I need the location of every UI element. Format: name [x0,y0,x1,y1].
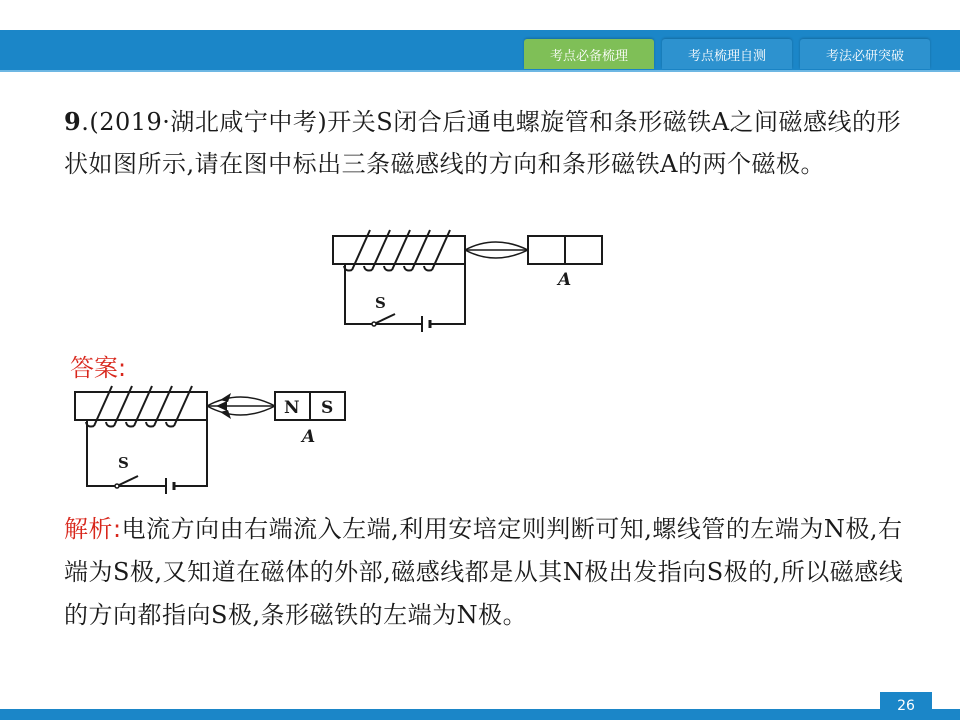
magnet-pole-n: N [284,398,300,418]
arrow-lower [220,410,231,419]
analysis-block [64,508,904,637]
tab-kaofa-biyan-tupo[interactable]: 考法必研突破 [800,39,930,69]
arrow-upper [220,393,231,402]
switch-pivot [372,322,376,326]
switch-lever [117,476,138,486]
header-divider [0,70,960,72]
switch-label: S [118,454,129,472]
field-lines [465,242,528,258]
circuit-wire [345,264,465,324]
question-body: 开关S闭合后通电螺旋管和条形磁铁A之间磁感线的形状如图所示,请在图中标出三条磁感线的方向和条形磁铁A的两个磁极。 [64,108,902,178]
switch-label: S [375,294,386,312]
magnet-label: A [302,427,316,447]
tab-kaodian-shuli-zice[interactable]: 考点梳理自测 [662,39,792,69]
answer-label: 答案: [70,354,127,382]
switch-lever [374,314,395,324]
circuit-wire [87,420,207,486]
footer-bar [0,709,960,720]
magnet-pole-s: S [321,398,334,418]
question-figure [330,228,610,332]
arrow-middle [216,401,227,411]
analysis-text: 电流方向由右端流入左端,利用安培定则判断可知,螺线管的左端为N极,右端为S极,又知道在磁体的外部,磁感线都是从其N极出发指向S极的,所以磁感线的方向都指向S极,条形磁铁的左端为N极。 [64,515,904,629]
magnet-label: A [558,270,572,290]
switch-pivot [115,484,119,488]
answer-figure [70,380,360,496]
question-number: 9 [64,107,82,136]
analysis-label: 解析: [64,515,122,543]
question-text-block [64,101,904,185]
question-source: .(2019·湖北咸宁中考) [81,108,328,136]
tab-kaodian-bibei-shuli[interactable]: 考点必备梳理 [524,39,654,69]
page-number: 26 [880,692,932,720]
